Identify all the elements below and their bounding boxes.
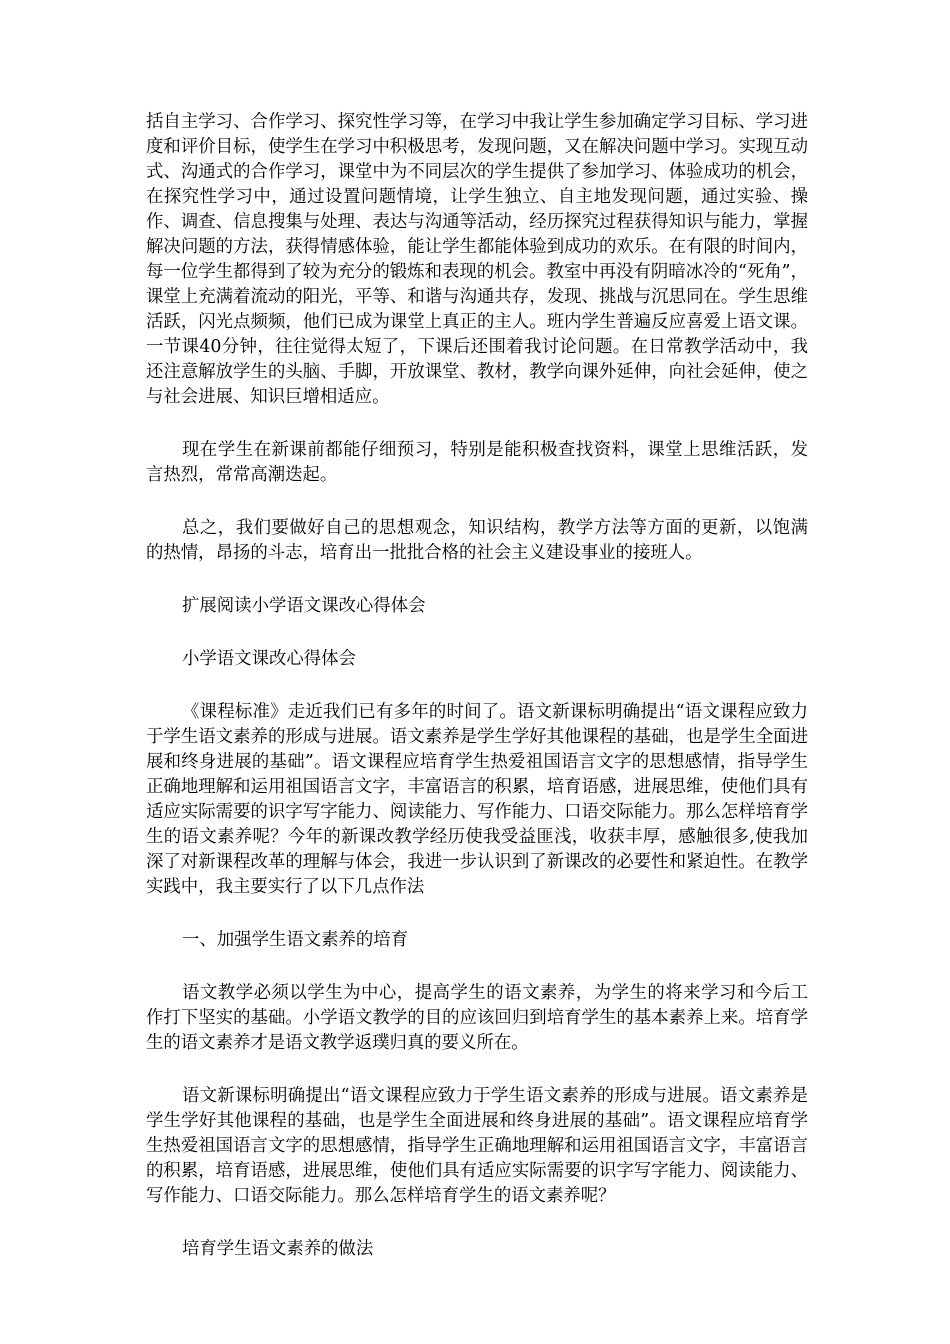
body-paragraph: 语文新课标明确提出“语文课程应致力于学生语文素养的形成与进展。语文素养是学生学好其他课程的基础，也是学生全面进展和终身进展的基础”。语文课程应培育学生热爱祖国语言文字的思想感情，指导学生正确地理解和运用祖国语言文字，丰富语言的积累，培育语感，进展思维，使他们具有适应实际需要的识字写字能力、阅读能力、写作能力、口语交际能力。那么怎样培育学生的语文素养呢？ (146, 1086, 808, 1206)
body-paragraph: 《课程标准》走近我们已有多年的时间了。语文新课标明确提出“语文课程应致力于学生语文素养的形成与进展。语文素养是学生学好其他课程的基础，也是学生全面进展和终身进展的基础”。语文课程应培育学生热爱祖国语言文字的思想感情，指导学生正确地理解和运用祖国语言文字，丰富语言的积累，培育语感，进展思维，使他们具有适应实际需要的识字写字能力、阅读能力、写作能力、口语交际能力。那么怎样培育学生的语文素养呢？今年的新课改教学经历使我受益匪浅，收获丰厚，感触很多,使我加深了对新课程改革的理解与体会，我进一步认识到了新课改的必要性和紧迫性。在教学实践中，我主要实行了以下几点作法 (146, 702, 808, 897)
body-paragraph: 总之，我们要做好自己的思想观念，知识结构，教学方法等方面的更新，以饱满的热情，昂扬的斗志，培育出一批批合格的社会主义建设事业的接班人。 (146, 518, 808, 563)
subsection-heading: 一、加强学生语文素养的培育 (182, 930, 409, 950)
subsection-heading: 培育学生语文素养的做法 (182, 1239, 374, 1259)
document-page (146, 110, 808, 1290)
body-paragraph: 现在学生在新课前都能仔细预习，特别是能积极查找资料，课堂上思维活跃，发言热烈，常常高潮迭起。 (146, 440, 808, 485)
body-paragraph-continued: 括自主学习、合作学习、探究性学习等，在学习中我让学生参加确定学习目标、学习进度和评价目标，使学生在学习中积极思考，发现问题，又在解决问题中学习。实现互动式、沟通式的合作学习，课堂中为不同层次的学生提供了参加学习、体验成功的机会，在探究性学习中，通过设置问题情境，让学生独立、自主地发现问题，通过实验、操作、调查、信息搜集与处理、表达与沟通等活动，经历探究过程获得知识与能力，掌握解决问题的方法，获得情感体验，能让学生都能体验到成功的欢乐。在有限的时间内，每一位学生都得到了较为充分的锻炼和表现的机会。教室中再没有阴暗冰冷的“死角”，课堂上充满着流动的阳光，平等、和谐与沟通共存，发现、挑战与沉思同在。学生思维活跃，闪光点频频，他们已成为课堂上真正的主人。班内学生普遍反应喜爱上语文课。一节课40分钟，往往觉得太短了，下课后还围着我讨论问题。在日常教学活动中，我还注意解放学生的头脑、手脚，开放课堂、教材，教学向课外延伸，向社会延伸，使之与社会进展、知识巨增相适应。 (146, 112, 808, 407)
body-paragraph: 语文教学必须以学生为中心，提高学生的语文素养，为学生的将来学习和今后工作打下坚实的基础。小学语文教学的目的应该回归到培育学生的基本素养上来。培育学生的语文素养才是语文教学返璞归真的要义所在。 (146, 983, 808, 1053)
article-title: 小学语文课改心得体会 (182, 649, 356, 669)
section-heading: 扩展阅读小学语文课改心得体会 (182, 596, 426, 616)
